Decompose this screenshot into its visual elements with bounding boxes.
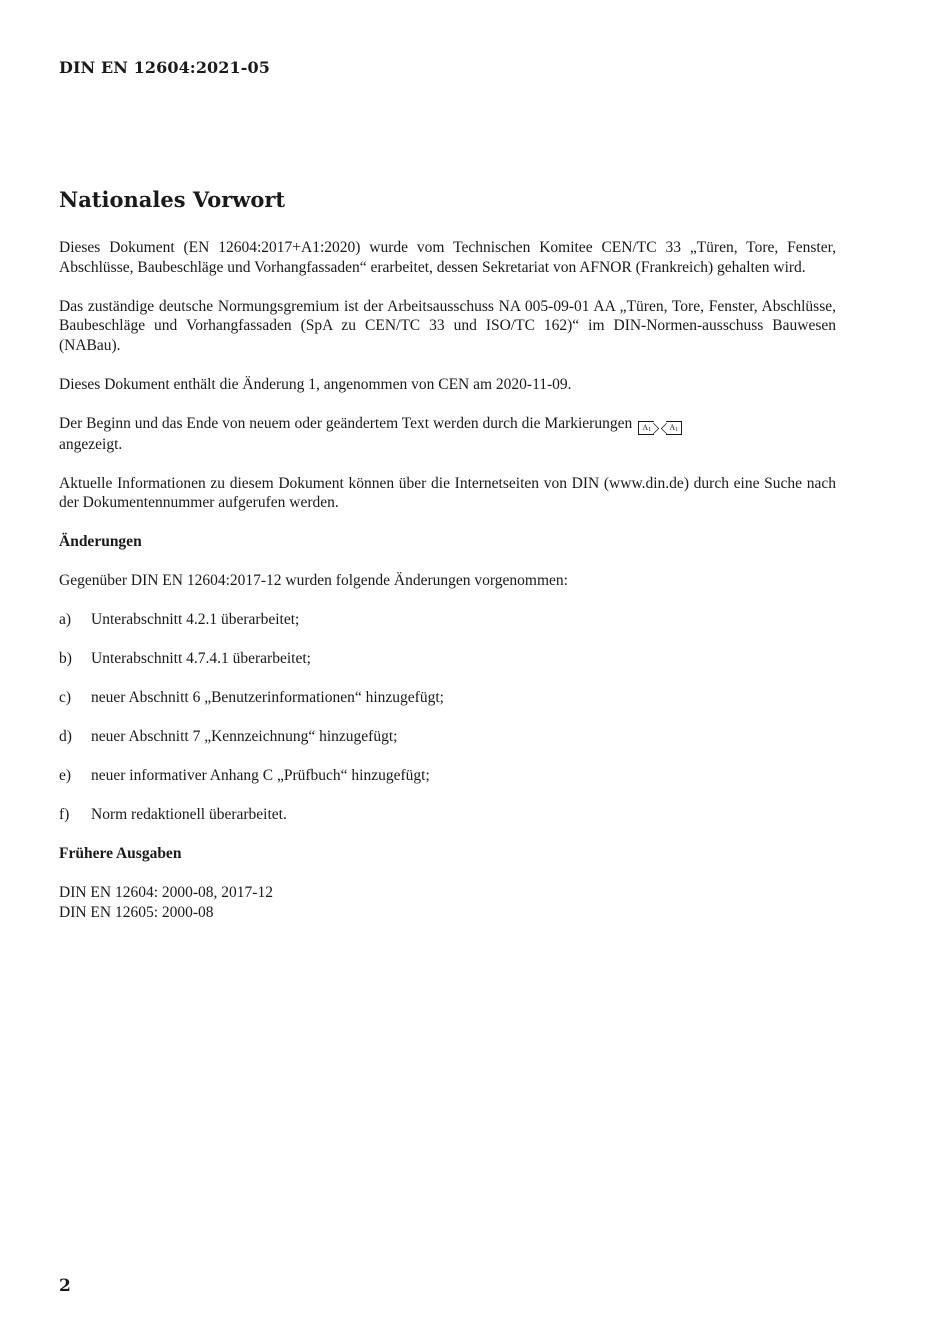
earlier-editions-heading: Frühere Ausgaben: [59, 845, 182, 862]
list-item: [59, 649, 836, 669]
amendment-start-marker-icon: [638, 421, 654, 435]
list-item-label: c): [59, 689, 72, 706]
list-item: [59, 688, 836, 708]
amendment-end-marker-icon: [666, 421, 682, 435]
list-item: [59, 610, 836, 630]
earlier-edition-line: DIN EN 12604: 2000-08, 2017-12: [59, 884, 273, 901]
marker-start-letter: A: [642, 422, 649, 432]
changes-heading: Änderungen: [59, 533, 142, 550]
list-item-label: a): [59, 611, 72, 628]
list-item: [59, 766, 836, 786]
marker-end-number: 1: [675, 426, 679, 433]
list-item-text: Unterabschnitt 4.7.4.1 überarbeitet;: [91, 650, 311, 667]
earlier-editions-list: [59, 883, 836, 922]
changes-intro: Gegenüber DIN EN 12604:2017-12 wurden folgende Änderungen vorgenommen:: [59, 572, 568, 589]
page-title: Nationales Vorwort: [59, 187, 286, 212]
changes-list: [59, 610, 836, 825]
paragraph-standards-body: Das zuständige deutsche Normungsgremium ist der Arbeitsausschuss NA 005-09-01 AA „Türen, Tore, Fenster, Abschlüsse, Baubeschläge und Vorhangfassaden (SpA zu CEN/TC 33 und ISO/TC 162)“ im DIN-Normen-ausschuss Bauwesen (NABau).: [59, 297, 836, 354]
page-number: 2: [59, 1276, 71, 1296]
foreword-body: [59, 238, 836, 922]
paragraph-information: Aktuelle Informationen zu diesem Dokument können über die Internetseiten von DIN (www.din.de) durch eine Suche nach der Dokumentennummer aufgerufen werden.: [59, 474, 836, 511]
list-item: [59, 805, 836, 825]
document-id: DIN EN 12604:2021-05: [59, 58, 270, 77]
list-item-label: d): [59, 728, 72, 745]
list-item-text: neuer informativer Anhang C „Prüfbuch“ hinzugefügt;: [91, 767, 430, 784]
list-item-text: neuer Abschnitt 6 „Benutzerinformationen“ hinzugefügt;: [91, 689, 444, 706]
list-item-text: Norm redaktionell überarbeitet.: [91, 806, 287, 823]
list-item-label: b): [59, 650, 72, 667]
marker-start-number: 1: [648, 426, 652, 433]
list-item-text: Unterabschnitt 4.2.1 überarbeitet;: [91, 611, 300, 628]
paragraph-markers-end: angezeigt.: [59, 435, 123, 453]
paragraph-markers-start: Der Beginn und das Ende von neuem oder geändertem Text werden durch die Markierungen: [59, 414, 633, 432]
list-item-label: e): [59, 767, 72, 784]
earlier-edition-line: DIN EN 12605: 2000-08: [59, 903, 214, 921]
paragraph-committee: Dieses Dokument (EN 12604:2017+A1:2020) wurde vom Technischen Komitee CEN/TC 33 „Türen, Tore, Fenster, Abschlüsse, Baubeschläge und Vorhangfassaden“ erarbeitet, dessen Sekretariat von AFNOR (Frankreich) gehalten wird.: [59, 239, 836, 276]
list-item: [59, 727, 836, 747]
list-item-label: f): [59, 806, 70, 823]
marker-end-letter: A: [669, 422, 676, 432]
paragraph-amendment: Dieses Dokument enthält die Änderung 1, angenommen von CEN am 2020-11-09.: [59, 375, 572, 393]
list-item-text: neuer Abschnitt 7 „Kennzeichnung“ hinzugefügt;: [91, 728, 398, 745]
paragraph-markers: [59, 414, 836, 455]
